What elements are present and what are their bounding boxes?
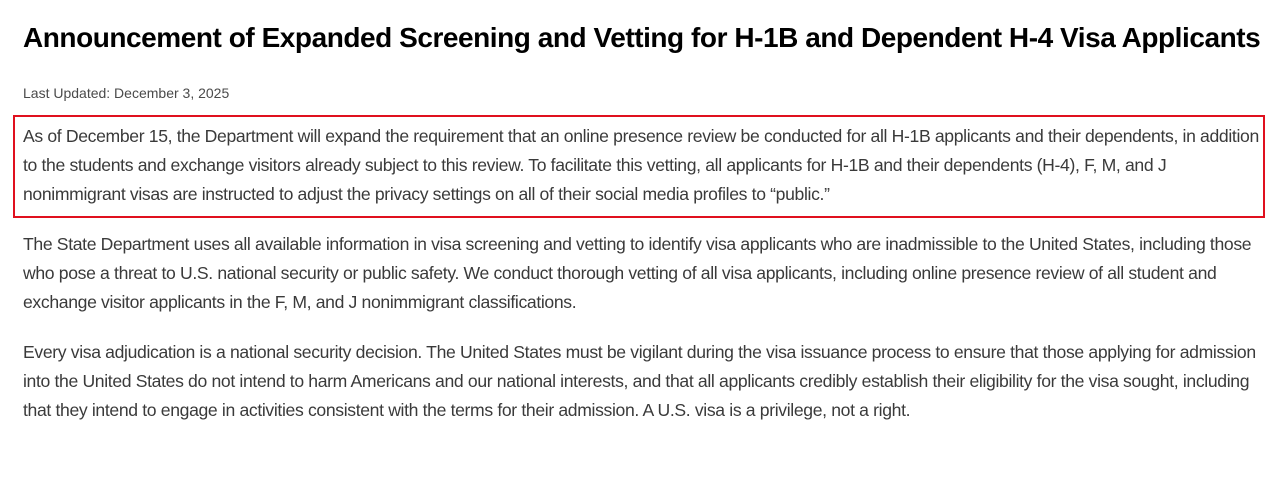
body-paragraph-security: Every visa adjudication is a national security decision. The United States must be vigilant during the visa issuance process to ensure that those applying for admission into the United States do not intend to harm Americans and our national interests, and that all applicants credibly establish their eligibility for the visa sought, including that they intend to engage in activities consistent with the terms for their admission. A U.S. visa is a privilege, not a right. — [23, 342, 1256, 420]
last-updated-date: Last Updated: December 3, 2025 — [23, 85, 230, 101]
page-title: Announcement of Expanded Screening and Vetting for H-1B and Dependent H-4 Visa Applicants — [23, 22, 1261, 53]
body-paragraph-screening: The State Department uses all available information in visa screening and vetting to identify visa applicants who are inadmissible to the United States, including those who pose a threat to U.S. national security or public safety. We conduct thorough vetting of all visa applicants, including online presence review of all student and exchange visitor applicants in the F, M, and J nonimmigrant classifications. — [23, 234, 1252, 312]
highlighted-paragraph: As of December 15, the Department will expand the requirement that an online presence review be conducted for all H-1B applicants and their dependents, in addition to the students and exchange visitors already subject to this review. To facilitate this vetting, all applicants for H-1B and their dependents (H-4), F, M, and J nonimmigrant visas are instructed to adjust the privacy settings on all of their social media profiles to “public.” — [23, 126, 1259, 204]
